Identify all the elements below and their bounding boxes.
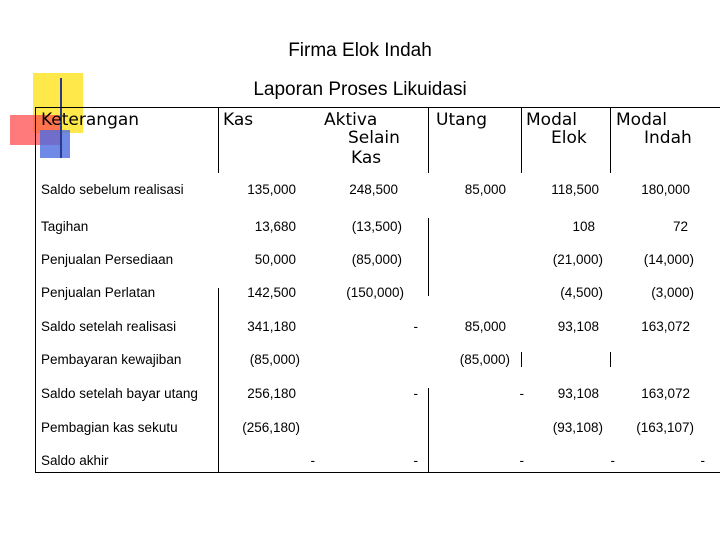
cell-utang: - (519, 453, 524, 468)
cell-aktiva: - (413, 453, 418, 468)
row-label: Saldo sebelum realisasi (41, 182, 184, 197)
cell-kas: 50,000 (254, 252, 296, 267)
cell-modal-indah: (3,000) (651, 285, 694, 300)
row-label: Penjualan Persediaan (41, 252, 174, 267)
cell-kas: (256,180) (242, 420, 300, 435)
cell-modal-indah: (14,000) (643, 252, 694, 267)
header-modal-elok-line2: Elok (551, 128, 587, 148)
cell-aktiva: (85,000) (351, 252, 402, 267)
cell-aktiva: (150,000) (346, 285, 404, 300)
cell-modal-elok: 118,500 (551, 182, 599, 197)
page-title: Firma Elok Indah (288, 40, 432, 61)
header-aktiva-line2: Selain (348, 128, 400, 148)
table-row (36, 317, 720, 347)
cell-modal-elok: 93,108 (557, 386, 599, 401)
header-aktiva-line3: Kas (351, 148, 382, 168)
row-label: Saldo setelah bayar utang (41, 386, 198, 401)
row-label: Saldo akhir (41, 453, 109, 468)
row-label: Saldo setelah realisasi (41, 319, 177, 334)
cell-aktiva: - (413, 386, 418, 401)
cell-kas: 135,000 (247, 182, 296, 197)
header-modal-indah-line2: Indah (644, 128, 692, 148)
table-row (36, 250, 720, 280)
cell-modal-elok: 108 (572, 219, 595, 234)
liquidation-table (35, 107, 720, 473)
row-label: Penjualan Perlatan (41, 285, 156, 300)
cell-kas: - (310, 453, 315, 468)
table-row (36, 451, 720, 481)
cell-kas: 13,680 (254, 219, 296, 234)
cell-aktiva: 248,500 (349, 182, 398, 197)
cell-utang: 85,000 (464, 319, 506, 334)
header-kas: Kas (223, 110, 254, 130)
table-row (36, 350, 720, 380)
cell-modal-elok: 93,108 (557, 319, 599, 334)
cell-aktiva: (13,500) (351, 219, 402, 234)
page-subtitle: Laporan Proses Likuidasi (253, 79, 467, 100)
cell-modal-elok: (93,108) (552, 420, 603, 435)
cell-utang: 85,000 (464, 182, 506, 197)
cell-modal-indah: 72 (672, 219, 688, 234)
cell-kas: 256,180 (247, 386, 296, 401)
cell-kas: (85,000) (249, 352, 300, 367)
cell-kas: 341,180 (247, 319, 296, 334)
cell-modal-indah: 163,072 (641, 319, 690, 334)
column-separator (610, 108, 611, 173)
cell-kas: 142,500 (247, 285, 296, 300)
row-label: Pembayaran kewajiban (41, 352, 182, 367)
cell-modal-elok: - (610, 453, 615, 468)
column-separator (428, 108, 429, 173)
cell-utang: (85,000) (459, 352, 510, 367)
cell-modal-indah: - (700, 453, 705, 468)
table-row (36, 283, 720, 313)
cell-modal-elok: (21,000) (552, 252, 603, 267)
table-row (36, 418, 720, 448)
row-label: Pembagian kas sekutu (41, 420, 178, 435)
cell-modal-indah: (163,107) (636, 420, 694, 435)
header-aktiva-line1: Aktiva (324, 110, 378, 130)
column-separator (521, 108, 522, 173)
header-utang: Utang (436, 110, 488, 130)
table-row (36, 384, 720, 414)
cell-aktiva: - (413, 319, 418, 334)
cell-utang: - (519, 386, 524, 401)
column-separator (218, 108, 219, 173)
cell-modal-elok: (4,500) (560, 285, 603, 300)
header-modal-elok-line1: Modal (526, 110, 577, 130)
header-keterangan: Keterangan (41, 110, 140, 130)
cell-modal-indah: 180,000 (641, 182, 690, 197)
table-row (36, 217, 720, 247)
cell-modal-indah: 163,072 (641, 386, 690, 401)
table-row (36, 180, 720, 210)
row-label: Tagihan (41, 219, 89, 234)
header-modal-indah-line1: Modal (616, 110, 667, 130)
